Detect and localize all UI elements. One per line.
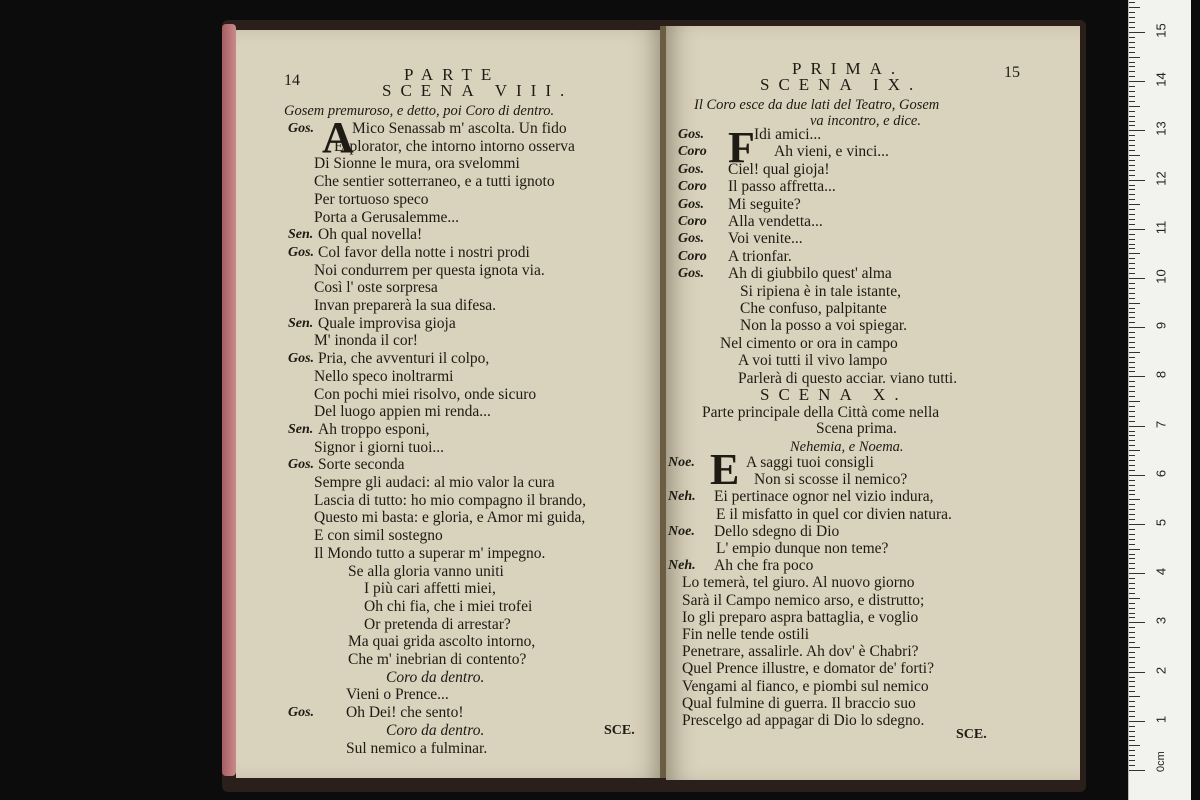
text-line: Coro da dentro. (386, 721, 485, 739)
ruler-tick (1129, 617, 1135, 618)
ruler-tick (1129, 194, 1135, 195)
text-line: Che m' inebrian di contento? (348, 651, 527, 668)
ruler-tick (1129, 145, 1135, 146)
speaker-label: Gos. (288, 244, 315, 260)
ruler-tick (1129, 480, 1135, 481)
ruler-tick (1129, 22, 1135, 23)
ruler-number: 7 (1153, 420, 1169, 428)
ruler-tick (1129, 209, 1135, 210)
ruler-tick (1129, 362, 1135, 363)
text-line: Penetrare, assalirle. Ah dov' è Chabri? (682, 643, 919, 661)
ruler-tick (1129, 755, 1135, 756)
ruler-tick (1129, 278, 1145, 279)
ruler-tick (1129, 91, 1135, 92)
text-line: Prescelgo ad appagar di Dio lo sdegno. (682, 712, 925, 729)
ruler-tick (1129, 662, 1135, 663)
drop-cap: A (322, 113, 354, 162)
text-line: Nel cimento or ora in campo (720, 334, 898, 352)
text-line: Si ripiena è in tale istante, (740, 282, 901, 300)
ruler-tick (1129, 431, 1135, 432)
ruler-tick (1129, 647, 1140, 648)
text-line: Oh Dei! che sento! (346, 704, 464, 722)
text-line: A saggi tuoi consigli (746, 454, 874, 471)
text-line: Ei pertinace ognor nel vizio indura, (714, 488, 934, 506)
ruler-tick (1129, 135, 1135, 136)
ruler-tick (1129, 244, 1135, 245)
stage-direction-1: Il Coro esce da due lati del Teatro, Gosem (694, 97, 940, 113)
ruler-tick (1129, 524, 1145, 525)
ruler-tick (1129, 81, 1145, 82)
ruler-tick (1129, 332, 1135, 333)
ruler-number: 6 (1153, 469, 1169, 477)
ruler-tick (1129, 214, 1135, 215)
text-line: Oh qual novella! (318, 226, 423, 244)
speaker-label: Gos. (288, 705, 315, 721)
ruler-tick (1129, 519, 1135, 520)
speaker-label: Coro (678, 248, 707, 264)
ruler-tick (1129, 470, 1135, 471)
ruler-tick (1129, 391, 1135, 392)
ruler-tick (1129, 731, 1135, 732)
ruler-tick (1129, 308, 1135, 309)
text-line: Ah troppo esponi, (318, 420, 430, 438)
text-line: Con pochi miei risolvo, onde sicuro (314, 385, 537, 403)
ruler-number: 14 (1153, 72, 1169, 87)
ruler-tick (1129, 381, 1135, 382)
text-line: Questo mi basta: e gloria, e Amor mi guida, (314, 509, 586, 527)
speaker-label: Gos. (678, 266, 705, 282)
speaker-label: Gos. (678, 127, 705, 142)
ruler-number: 5 (1153, 518, 1169, 527)
text-line: Fin nelle tende ostili (682, 626, 809, 643)
ruler-tick (1129, 406, 1135, 407)
ruler-tick (1129, 465, 1135, 466)
text-line: Signor i giorni tuoi... (314, 438, 445, 456)
ruler-tick (1129, 514, 1135, 515)
drop-cap: F (728, 123, 755, 172)
ruler-tick (1129, 745, 1140, 746)
ruler-tick (1129, 175, 1135, 176)
ruler-tick (1129, 485, 1135, 486)
ruler-tick (1129, 376, 1145, 377)
text-line: A voi tutti il vivo lampo (738, 352, 888, 370)
ruler-tick (1129, 185, 1135, 186)
ruler-tick (1129, 416, 1135, 417)
ruler-tick (1129, 549, 1140, 550)
ruler-tick (1129, 726, 1135, 727)
text-line: Coro da dentro. (386, 668, 485, 686)
right-page (666, 26, 1080, 780)
text-line: E il misfatto in quel cor divien natura. (716, 505, 952, 523)
speaker-label: Coro (678, 214, 707, 229)
ruler-tick (1129, 27, 1135, 28)
speaker-label: Gos. (678, 231, 705, 247)
text-line: Così l' oste sorpresa (314, 279, 438, 297)
running-head: PRIMA. (792, 59, 905, 78)
text-line: Quale improvisa gioja (318, 314, 456, 332)
text-line: Oh chi fia, che i miei trofei (364, 597, 533, 615)
ruler-tick (1129, 111, 1135, 112)
ruler-tick (1129, 696, 1140, 697)
speaker-label: Noe. (668, 523, 695, 539)
speaker-label: Gos. (678, 161, 705, 177)
text-line: M' inonda il cor! (314, 332, 418, 350)
ruler-tick (1129, 558, 1135, 559)
ruler-tick (1129, 371, 1135, 372)
ruler-tick (1129, 652, 1135, 653)
ruler-tick (1129, 450, 1140, 451)
text-line: Vieni o Prence... (346, 686, 449, 704)
ruler-number: 13 (1153, 121, 1169, 137)
text-line: L' empio dunque non teme? (716, 540, 889, 557)
ruler-tick (1129, 681, 1135, 682)
ruler-number: 9 (1153, 322, 1169, 330)
text-line: E con simil sostegno (314, 527, 443, 545)
ruler-tick (1129, 298, 1135, 299)
ruler-tick (1129, 52, 1135, 53)
speaker-label: Noe. (668, 455, 695, 470)
measurement-ruler (1128, 0, 1191, 800)
ruler-tick (1129, 258, 1135, 259)
ruler-tick (1129, 760, 1135, 761)
text-line: I più cari affetti miei, (364, 580, 496, 598)
ruler-tick (1129, 563, 1135, 564)
ruler-tick (1129, 268, 1135, 269)
ruler-tick (1129, 189, 1135, 190)
ruler-tick (1129, 101, 1135, 102)
ruler-tick (1129, 263, 1135, 264)
text-line: Lascia di tutto: ho mio compagno il brando, (314, 491, 587, 509)
ruler-tick (1129, 455, 1135, 456)
ruler-tick (1129, 770, 1145, 771)
ruler-tick (1129, 667, 1135, 668)
ruler-tick (1129, 677, 1135, 678)
ruler-tick (1129, 426, 1145, 427)
scene-direction-2: Scena prima. (816, 420, 897, 437)
book-spine-edge (222, 24, 236, 776)
speaker-label: Coro (678, 179, 707, 195)
ruler-tick (1129, 253, 1140, 254)
ruler-tick (1129, 106, 1140, 107)
ruler-tick (1129, 357, 1135, 358)
ruler-tick (1129, 598, 1140, 599)
ruler-tick (1129, 642, 1135, 643)
ruler-tick (1129, 62, 1135, 63)
text-line: Che sentier sotterraneo, e a tutti ignoto (314, 173, 555, 191)
ruler-tick (1129, 544, 1135, 545)
ruler-tick (1129, 234, 1135, 235)
text-line: Pria, che avventuri il colpo, (318, 350, 490, 368)
ruler-tick (1129, 637, 1135, 638)
ruler-tick (1129, 554, 1135, 555)
ruler-tick (1129, 721, 1145, 722)
ruler-tick (1129, 608, 1135, 609)
drop-cap-2: E (710, 445, 740, 494)
ruler-tick (1129, 2, 1135, 3)
text-line: Sorte seconda (318, 456, 405, 474)
speaker-label: Gos. (288, 121, 315, 136)
text-line: Ah di giubbilo quest' alma (728, 265, 892, 283)
text-line: Vengami al fianco, e piombi sul nemico (682, 677, 929, 695)
text-line: Dello sdegno di Dio (714, 522, 840, 540)
page-number: 15 (1004, 64, 1020, 81)
ruler-tick (1129, 583, 1135, 584)
stage-direction-2: va incontro, e dice. (810, 113, 921, 129)
ruler-tick (1129, 57, 1140, 58)
ruler-number: 4 (1153, 568, 1169, 576)
ruler-tick (1129, 740, 1135, 741)
ruler-tick (1129, 445, 1135, 446)
ruler-tick (1129, 288, 1135, 289)
scene-direction-1: Parte principale della Città come nella (702, 404, 940, 421)
ruler-tick (1129, 622, 1145, 623)
ruler-tick (1129, 273, 1135, 274)
ruler-tick (1129, 42, 1135, 43)
running-head: PARTE (404, 65, 501, 84)
text-line: Ah che fra poco (714, 557, 814, 575)
text-line: Col favor della notte i nostri prodi (318, 243, 530, 261)
text-line: Qual fulmine di guerra. Il braccio suo (682, 694, 916, 712)
ruler-number: 15 (1153, 23, 1169, 38)
text-line: Mico Senassab m' ascolta. Un fido (352, 120, 567, 137)
text-line: A trionfar. (728, 247, 792, 265)
ruler-tick (1129, 140, 1135, 141)
ruler-tick (1129, 701, 1135, 702)
ruler-tick (1129, 76, 1135, 77)
ruler-number: 12 (1153, 170, 1169, 186)
ruler-tick (1129, 96, 1135, 97)
text-line: Il passo affretta... (728, 178, 836, 196)
text-line: Se alla gloria vanno uniti (348, 562, 504, 580)
text-line: Lo temerà, tel giuro. Al nuovo giorno (682, 574, 915, 592)
ruler-tick (1129, 573, 1145, 574)
ruler-tick (1129, 219, 1135, 220)
speaker-label: Neh. (668, 558, 696, 574)
ruler-tick (1129, 71, 1135, 72)
ruler-tick (1129, 613, 1135, 614)
ruler-tick (1129, 121, 1135, 122)
speaker-label: Gos. (288, 457, 315, 473)
left-page (236, 30, 662, 778)
ruler-tick (1129, 12, 1135, 13)
ruler-tick (1129, 66, 1135, 67)
ruler-number: 2 (1153, 666, 1169, 674)
ruler-tick (1129, 499, 1140, 500)
ruler-tick (1129, 657, 1135, 658)
speaker-label: Neh. (668, 489, 696, 505)
speaker-label: Coro (678, 144, 707, 160)
ruler-tick (1129, 529, 1135, 530)
ruler-tick (1129, 116, 1135, 117)
ruler-tick (1129, 765, 1135, 766)
ruler-tick (1129, 632, 1135, 633)
text-line: Non la posso a voi spiegar. (740, 317, 908, 335)
ruler-tick (1129, 494, 1135, 495)
ruler-tick (1129, 440, 1135, 441)
ruler-tick (1129, 342, 1135, 343)
speaker-label: Sen. (288, 227, 314, 243)
ruler-tick (1129, 460, 1135, 461)
ruler-tick (1129, 691, 1135, 692)
ruler-tick (1129, 568, 1135, 569)
ruler-tick (1129, 539, 1135, 540)
ruler-tick (1129, 7, 1140, 8)
text-line: Ah vieni, e vinci... (774, 143, 889, 161)
text-line: Ma quai grida ascolto intorno, (348, 633, 536, 651)
ruler-tick (1129, 352, 1140, 353)
text-line: Parlerà di questo acciar. viano tutti. (738, 369, 958, 387)
ruler-tick (1129, 411, 1135, 412)
text-line: Or pretenda di arrestar? (364, 615, 511, 633)
ruler-number: 8 (1153, 371, 1169, 379)
speaker-label: Gos. (678, 196, 705, 212)
text-line: Il Mondo tutto a superar m' impegno. (314, 544, 546, 562)
ruler-tick (1129, 421, 1135, 422)
ruler-tick (1129, 17, 1135, 18)
ruler-tick (1129, 386, 1135, 387)
ruler-tick (1129, 716, 1135, 717)
ruler-tick (1129, 627, 1135, 628)
ruler-tick (1129, 47, 1135, 48)
ruler-tick (1129, 165, 1135, 166)
ruler-tick (1129, 504, 1135, 505)
speaker-label: Sen. (288, 421, 314, 437)
ruler-tick (1129, 239, 1135, 240)
ruler-tick (1129, 396, 1135, 397)
ruler-tick (1129, 327, 1145, 328)
ruler-tick (1129, 170, 1135, 171)
ruler-tick (1129, 199, 1135, 200)
ruler-number: 10 (1153, 269, 1169, 284)
text-line: Esplorator, che intorno intorno osserva (334, 137, 575, 155)
ruler-number: 1 (1153, 715, 1169, 723)
ruler-tick (1129, 736, 1135, 737)
ruler-tick (1129, 435, 1135, 436)
ruler-tick (1129, 32, 1145, 33)
ruler-tick (1129, 317, 1135, 318)
ruler-tick (1129, 672, 1145, 673)
text-line: Che confuso, palpitante (740, 300, 887, 317)
ruler-tick (1129, 603, 1135, 604)
ruler-unit-label: 0cm (1155, 751, 1167, 772)
ruler-tick (1129, 283, 1135, 284)
scene-characters: Nehemia, e Noema. (790, 439, 904, 455)
text-line: Per tortuoso speco (314, 190, 429, 208)
ruler-tick (1129, 578, 1135, 579)
ruler-tick (1129, 293, 1135, 294)
page-number: 14 (284, 72, 300, 89)
ruler-tick (1129, 160, 1135, 161)
speaker-label: Gos. (288, 351, 315, 367)
ruler-tick (1129, 125, 1135, 126)
text-line: Sempre gli audaci: al mio valor la cura (314, 474, 555, 491)
ruler-tick (1129, 401, 1140, 402)
ruler-tick (1129, 224, 1135, 225)
scene-title: SCENA IX. (760, 75, 923, 94)
speaker-label: Sen. (288, 315, 314, 331)
scene-title: SCENA VIII. (382, 81, 574, 100)
text-line: Non si scosse il nemico? (754, 471, 908, 489)
ruler-tick (1129, 686, 1135, 687)
text-line: Invan preparerà la sua difesa. (314, 297, 497, 314)
ruler-tick (1129, 180, 1145, 181)
ruler-tick (1129, 204, 1140, 205)
ruler-tick (1129, 229, 1145, 230)
ruler-tick (1129, 303, 1140, 304)
text-line: Io gli preparo aspra battaglia, e voglio (682, 608, 919, 626)
text-line: Nello speco inoltrarmi (314, 367, 454, 385)
text-line: Mi seguite? (728, 195, 801, 213)
ruler-tick (1129, 130, 1145, 131)
text-line: Ciel! qual gioja! (728, 160, 830, 178)
ruler-tick (1129, 706, 1135, 707)
text-line: Porta a Gerusalemme... (314, 208, 460, 226)
ruler-tick (1129, 711, 1135, 712)
ruler-tick (1129, 150, 1135, 151)
ruler-tick (1129, 490, 1135, 491)
ruler-tick (1129, 248, 1135, 249)
ruler-number: 11 (1153, 220, 1169, 235)
ruler-tick (1129, 534, 1135, 535)
ruler-tick (1129, 475, 1145, 476)
text-line: Voi venite... (728, 230, 803, 248)
ruler-tick (1129, 322, 1135, 323)
text-line: Alla vendetta... (728, 213, 823, 230)
ruler-tick (1129, 509, 1135, 510)
catchword: SCE. (604, 723, 635, 738)
scene-title-2: SCENA X. (760, 385, 908, 404)
text-line: Sul nemico a fulminar. (346, 739, 488, 757)
ruler-tick (1129, 86, 1135, 87)
text-line: Quel Prence illustre, e domator de' forti? (682, 660, 934, 678)
ruler-tick (1129, 37, 1135, 38)
ruler-tick (1129, 750, 1135, 751)
ruler-tick (1129, 155, 1140, 156)
ruler-number: 3 (1153, 617, 1169, 625)
catchword: SCE. (956, 727, 987, 742)
ruler-tick (1129, 337, 1135, 338)
ruler-tick (1129, 588, 1135, 589)
ruler-tick (1129, 347, 1135, 348)
ruler-tick (1129, 593, 1135, 594)
ruler-tick (1129, 312, 1135, 313)
ruler-tick (1129, 367, 1135, 368)
text-line: Sarà il Campo nemico arso, e distrutto; (682, 591, 925, 609)
text-line: Idi amici... (754, 126, 822, 143)
stage-direction: Gosem premuroso, e detto, poi Coro di dentro. (284, 103, 555, 119)
text-line: Del luogo appien mi renda... (314, 403, 491, 421)
text-line: Di Sionne le mura, ora svelommi (314, 155, 520, 173)
text-line: Noi condurrem per questa ignota via. (314, 261, 545, 279)
